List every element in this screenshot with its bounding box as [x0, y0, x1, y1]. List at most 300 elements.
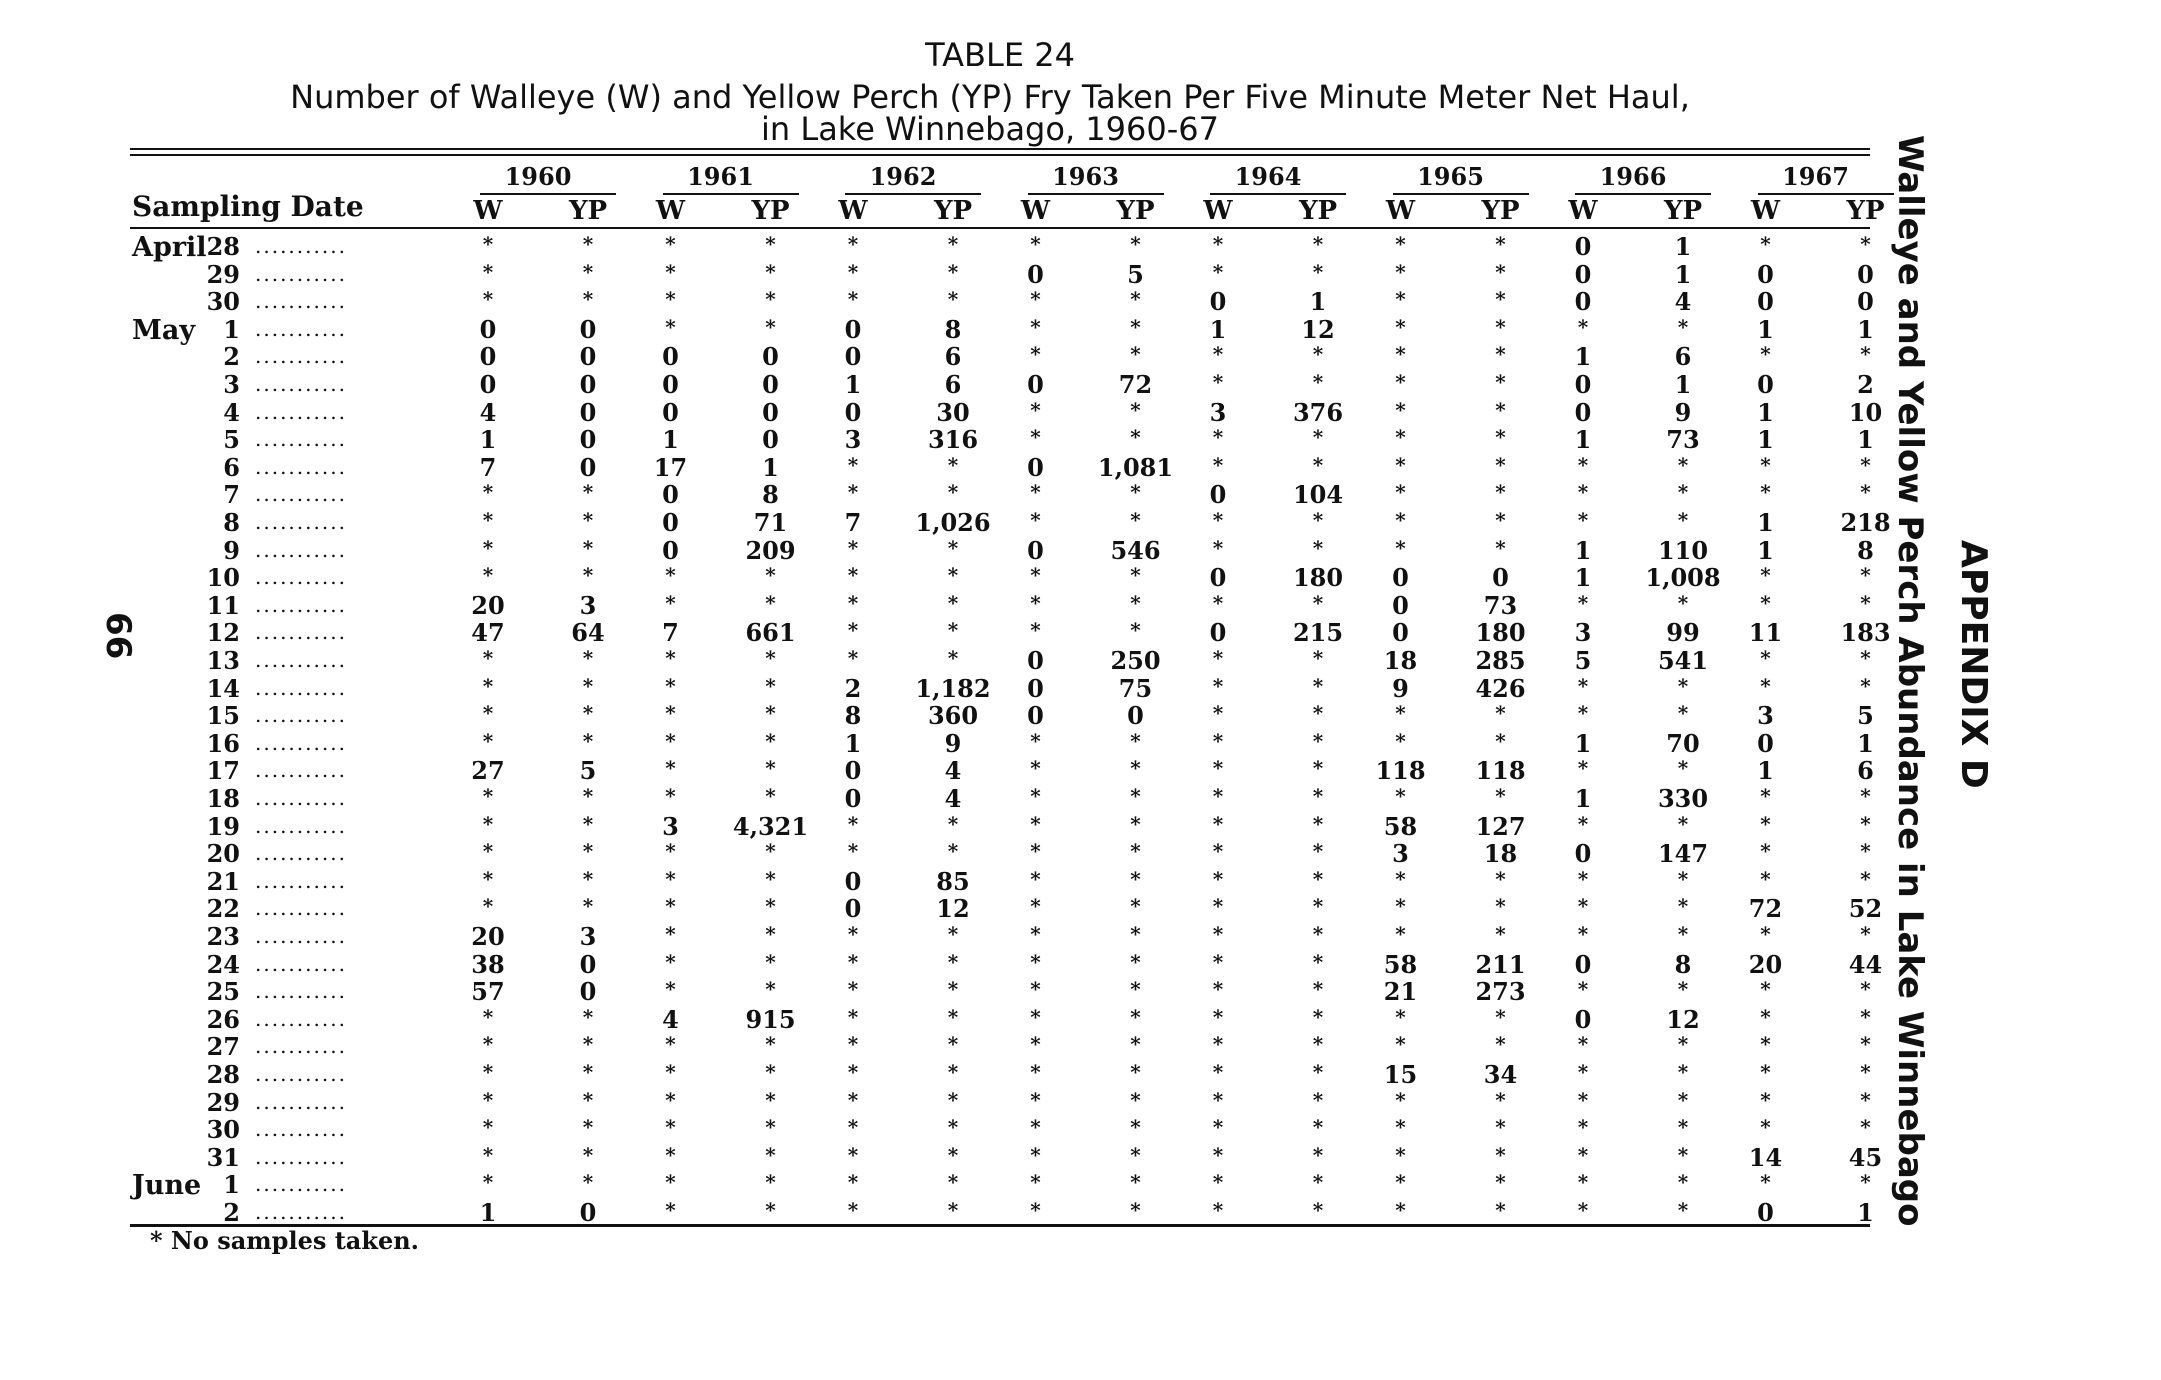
- table-cell: *: [1860, 922, 1871, 946]
- table-cell: *: [947, 1004, 959, 1029]
- date-label: 28: [206, 1060, 240, 1089]
- table-cell: *: [947, 535, 959, 560]
- table-cell: *: [1760, 563, 1771, 588]
- table-cell: *: [1677, 1170, 1689, 1195]
- table-cell: 64: [571, 618, 605, 648]
- table-cell: *: [1312, 811, 1324, 836]
- table-cell: 0: [1392, 563, 1409, 593]
- table-cell: *: [1130, 839, 1141, 864]
- table-cell: *: [582, 839, 594, 864]
- table-cell: 3: [1209, 397, 1227, 427]
- table-cell: 0: [1027, 535, 1044, 565]
- table-cell: *: [1495, 922, 1506, 946]
- table-cell: 72: [1118, 370, 1153, 399]
- table-cell: *: [582, 1004, 594, 1029]
- table-cell: *: [1577, 1198, 1589, 1222]
- table-cell: *: [1495, 1198, 1506, 1222]
- leader-dots: ...........: [255, 1089, 347, 1114]
- table-cell: 661: [745, 618, 796, 648]
- table-cell: *: [482, 1060, 494, 1084]
- table-cell: *: [1030, 1198, 1041, 1222]
- leader-dots: ...........: [255, 344, 347, 369]
- table-cell: *: [1130, 480, 1141, 505]
- table-cell: *: [847, 977, 859, 1002]
- table-cell: *: [1860, 866, 1871, 891]
- table-cell: 3: [844, 425, 862, 455]
- table-number: TABLE 24: [925, 36, 1075, 74]
- table-cell: *: [1130, 590, 1141, 615]
- table-cell: 8: [844, 701, 862, 731]
- column-header-1965-yp: YP: [1481, 196, 1520, 226]
- table-cell: *: [1312, 259, 1324, 284]
- table-cell: *: [1495, 397, 1506, 422]
- table-cell: *: [1495, 701, 1506, 726]
- table-cell: *: [765, 673, 776, 698]
- table-cell: *: [1130, 1115, 1141, 1140]
- table-cell: *: [947, 1142, 959, 1167]
- table-cell: *: [1130, 1004, 1141, 1029]
- table-cell: 183: [1840, 618, 1891, 648]
- table-cell: *: [1395, 535, 1406, 560]
- table-cell: *: [1030, 1087, 1041, 1112]
- date-label: 23: [206, 922, 240, 951]
- year-underline: [663, 193, 799, 195]
- table-cell: 38: [471, 949, 505, 979]
- table-cell: 0: [1757, 728, 1774, 758]
- table-cell: *: [765, 287, 776, 312]
- leader-dots: ...........: [255, 841, 347, 866]
- table-cell: *: [765, 1170, 776, 1195]
- table-cell: *: [1860, 977, 1871, 1002]
- table-cell: 4: [479, 397, 497, 427]
- table-cell: *: [1577, 1032, 1589, 1057]
- table-cell: *: [1212, 1032, 1224, 1057]
- table-cell: 0: [1757, 370, 1774, 399]
- table-cell: *: [1495, 866, 1506, 891]
- table-cell: *: [947, 452, 959, 477]
- table-cell: *: [665, 894, 676, 919]
- table-cell: 44: [1848, 949, 1883, 979]
- table-cell: *: [1212, 811, 1224, 836]
- leader-dots: ...........: [255, 565, 347, 590]
- table-cell: *: [1577, 1087, 1589, 1112]
- table-cell: *: [1312, 922, 1324, 946]
- table-cell: *: [765, 728, 776, 753]
- column-header-1961-yp: YP: [751, 196, 790, 226]
- table-cell: *: [1212, 646, 1224, 670]
- table-cell: 0: [1027, 646, 1044, 675]
- table-cell: *: [582, 1060, 594, 1084]
- table-cell: 6: [944, 342, 962, 372]
- table-cell: 127: [1475, 811, 1526, 841]
- table-cell: *: [1312, 1142, 1324, 1167]
- table-cell: *: [665, 866, 676, 891]
- table-cell: *: [1677, 811, 1689, 836]
- table-cell: 0: [579, 1198, 597, 1227]
- table-cell: 180: [1292, 563, 1344, 593]
- year-underline: [1575, 193, 1711, 195]
- date-label: 30: [206, 287, 240, 317]
- table-cell: *: [1212, 590, 1224, 615]
- table-cell: 360: [927, 701, 979, 731]
- table-cell: 27: [471, 756, 505, 786]
- table-cell: 7: [662, 618, 679, 648]
- date-label: 2: [223, 342, 240, 372]
- table-cell: *: [847, 1060, 859, 1084]
- leader-dots: ...........: [255, 316, 347, 341]
- table-cell: *: [1312, 1115, 1324, 1140]
- table-cell: *: [765, 977, 776, 1002]
- table-cell: 0: [1492, 563, 1509, 593]
- table-cell: *: [582, 1087, 594, 1112]
- table-cell: *: [1312, 839, 1324, 864]
- table-cell: 99: [1666, 618, 1700, 648]
- table-cell: *: [665, 563, 676, 588]
- table-cell: *: [1312, 784, 1324, 808]
- table-cell: 1: [1857, 314, 1874, 344]
- table-cell: *: [582, 508, 594, 532]
- table-cell: *: [1395, 232, 1406, 256]
- table-cell: *: [1312, 1032, 1324, 1057]
- table-cell: *: [1760, 673, 1771, 698]
- table-cell: *: [1495, 452, 1506, 477]
- table-cell: *: [947, 590, 959, 615]
- table-cell: *: [582, 1115, 594, 1140]
- table-cell: *: [1495, 425, 1506, 450]
- date-label: 24: [206, 949, 240, 979]
- table-cell: *: [1130, 563, 1141, 588]
- table-cell: 8: [1857, 535, 1874, 565]
- table-title-line-1: Number of Walleye (W) and Yellow Perch (YP) Fry Taken Per Five Minute Meter Net Haul,: [290, 78, 1690, 116]
- date-label: 1: [223, 314, 240, 344]
- table-cell: *: [1212, 1198, 1224, 1222]
- table-cell: *: [1312, 452, 1324, 477]
- table-cell: 7: [479, 452, 497, 482]
- table-cell: *: [1212, 1087, 1224, 1112]
- table-cell: *: [1130, 728, 1141, 753]
- table-cell: *: [1860, 563, 1871, 588]
- table-cell: *: [1860, 1170, 1871, 1195]
- table-cell: *: [1860, 342, 1871, 367]
- table-cell: *: [1212, 535, 1224, 560]
- table-cell: *: [765, 866, 776, 891]
- table-cell: *: [1130, 232, 1141, 256]
- table-cell: *: [1212, 1170, 1224, 1195]
- leader-dots: ...........: [255, 979, 347, 1004]
- month-label: June: [132, 1170, 202, 1202]
- table-cell: *: [765, 756, 776, 781]
- table-cell: *: [947, 259, 959, 284]
- table-cell: *: [1130, 287, 1141, 312]
- table-cell: 1: [479, 1198, 497, 1227]
- table-cell: *: [582, 535, 594, 560]
- table-cell: *: [1312, 646, 1324, 670]
- table-cell: *: [482, 673, 494, 698]
- table-cell: 1: [1757, 508, 1774, 537]
- table-cell: *: [1860, 1060, 1871, 1084]
- table-cell: *: [1212, 949, 1224, 974]
- table-cell: *: [1312, 1198, 1324, 1222]
- column-header-1960-w: W: [473, 196, 503, 226]
- table-cell: *: [947, 563, 959, 588]
- table-cell: *: [482, 287, 494, 312]
- table-cell: *: [765, 701, 776, 726]
- table-cell: 0: [1027, 452, 1044, 482]
- table-cell: 0: [1209, 287, 1227, 317]
- table-cell: *: [1212, 922, 1224, 946]
- table-cell: *: [847, 590, 859, 615]
- date-label: 21: [206, 866, 240, 896]
- table-cell: *: [1030, 1060, 1041, 1084]
- table-cell: *: [1577, 866, 1589, 891]
- table-cell: *: [1395, 1142, 1406, 1167]
- table-cell: *: [665, 1032, 676, 1057]
- table-cell: *: [1860, 1032, 1871, 1057]
- table-cell: *: [665, 784, 676, 808]
- table-cell: *: [847, 839, 859, 864]
- table-cell: *: [1860, 646, 1871, 670]
- table-cell: *: [482, 259, 494, 284]
- table-cell: *: [847, 259, 859, 284]
- table-cell: *: [665, 756, 676, 781]
- table-cell: *: [1760, 232, 1771, 256]
- table-cell: *: [847, 1198, 859, 1222]
- table-cell: *: [1395, 1198, 1406, 1222]
- leader-dots: ...........: [255, 1172, 347, 1197]
- appendix-label: APPENDIX D: [1953, 540, 1994, 789]
- table-cell: *: [582, 480, 594, 505]
- table-cell: *: [1312, 425, 1324, 450]
- table-cell: 0: [1209, 480, 1227, 510]
- table-cell: 0: [844, 314, 862, 344]
- table-cell: *: [847, 922, 859, 946]
- table-cell: *: [1677, 480, 1689, 505]
- table-cell: *: [765, 1087, 776, 1112]
- table-cell: 0: [662, 370, 679, 399]
- table-cell: *: [847, 811, 859, 836]
- table-cell: *: [1395, 866, 1406, 891]
- table-cell: *: [1677, 701, 1689, 726]
- year-header-1962: 1962: [869, 162, 937, 191]
- column-header-1967-w: W: [1750, 196, 1781, 226]
- table-cell: *: [482, 784, 494, 808]
- table-cell: *: [765, 1060, 776, 1084]
- table-cell: *: [1130, 425, 1141, 450]
- table-cell: 70: [1666, 728, 1700, 758]
- table-cell: *: [1495, 784, 1506, 808]
- table-cell: 104: [1292, 480, 1344, 510]
- table-cell: *: [665, 1115, 676, 1140]
- year-underline: [480, 193, 616, 195]
- table-cell: 0: [762, 425, 779, 455]
- table-cell: 11: [1748, 618, 1783, 648]
- table-cell: 10: [1848, 397, 1883, 427]
- table-cell: *: [847, 1115, 859, 1140]
- table-cell: 0: [1857, 287, 1874, 317]
- leader-dots: ...........: [255, 703, 347, 728]
- table-cell: 6: [1857, 756, 1874, 786]
- table-cell: 9: [944, 728, 962, 758]
- table-cell: *: [1130, 1060, 1141, 1084]
- table-cell: *: [1495, 259, 1506, 284]
- table-cell: 0: [1574, 259, 1592, 289]
- table-cell: *: [1577, 811, 1589, 836]
- leader-dots: ...........: [255, 537, 347, 562]
- table-cell: *: [1860, 232, 1871, 256]
- table-cell: *: [482, 508, 494, 532]
- table-cell: *: [1030, 977, 1041, 1002]
- table-cell: *: [1312, 949, 1324, 974]
- table-cell: *: [1312, 342, 1324, 367]
- table-cell: 0: [762, 370, 779, 399]
- table-cell: *: [582, 1032, 594, 1057]
- table-cell: *: [1395, 728, 1406, 753]
- table-cell: *: [665, 673, 676, 698]
- table-cell: *: [1130, 314, 1141, 339]
- table-cell: *: [1312, 866, 1324, 891]
- table-cell: *: [1312, 701, 1324, 726]
- table-cell: *: [1677, 1032, 1689, 1057]
- table-cell: *: [1130, 342, 1141, 367]
- table-cell: *: [665, 1142, 676, 1167]
- table-cell: *: [1395, 425, 1406, 450]
- table-cell: *: [847, 1142, 859, 1167]
- table-cell: *: [482, 1087, 494, 1112]
- table-cell: *: [482, 728, 494, 753]
- table-cell: *: [1212, 342, 1224, 367]
- column-header-1962-yp: YP: [933, 196, 973, 226]
- leader-dots: ...........: [255, 399, 347, 424]
- table-cell: 5: [1127, 259, 1144, 289]
- table-cell: *: [582, 287, 594, 312]
- table-cell: *: [1577, 1115, 1589, 1140]
- leader-dots: ...........: [255, 1144, 347, 1169]
- table-cell: *: [1577, 1170, 1589, 1195]
- table-cell: *: [665, 1060, 676, 1084]
- table-cell: *: [1130, 756, 1141, 781]
- table-cell: *: [1495, 1004, 1506, 1029]
- table-cell: 118: [1475, 756, 1526, 786]
- table-cell: *: [1312, 508, 1324, 532]
- leader-dots: ...........: [255, 924, 347, 948]
- leader-dots: ...........: [255, 372, 347, 396]
- table-cell: 0: [579, 977, 597, 1007]
- column-header-1962-w: W: [838, 196, 868, 226]
- date-label: 7: [223, 480, 240, 510]
- table-cell: 426: [1475, 673, 1526, 703]
- table-cell: 1: [1857, 1198, 1874, 1227]
- table-cell: *: [665, 1087, 676, 1112]
- table-cell: 3: [1757, 701, 1774, 731]
- table-cell: *: [1212, 784, 1224, 808]
- table-cell: *: [1577, 756, 1589, 781]
- table-cell: 1: [1757, 756, 1774, 786]
- leader-dots: ...........: [255, 620, 347, 645]
- table-cell: 0: [1127, 701, 1144, 731]
- table-cell: *: [665, 314, 676, 339]
- table-cell: *: [947, 1032, 959, 1057]
- table-cell: 5: [1574, 646, 1592, 675]
- table-cell: 3: [579, 922, 597, 951]
- leader-dots: ...........: [255, 482, 347, 507]
- table-cell: 0: [1574, 397, 1592, 427]
- table-cell: *: [1577, 508, 1589, 532]
- table-cell: 72: [1748, 894, 1783, 924]
- table-cell: 110: [1657, 535, 1709, 565]
- table-cell: *: [582, 1142, 594, 1167]
- table-cell: 0: [479, 314, 497, 344]
- table-cell: 0: [1574, 232, 1592, 261]
- table-cell: 0: [844, 756, 862, 786]
- table-cell: 1: [1574, 425, 1592, 455]
- table-cell: 15: [1383, 1060, 1418, 1089]
- table-cell: *: [947, 480, 959, 505]
- table-cell: 8: [1674, 949, 1692, 979]
- table-cell: *: [1395, 1115, 1406, 1140]
- table-cell: 20: [471, 590, 505, 620]
- table-cell: *: [1030, 839, 1041, 864]
- table-cell: 0: [1209, 618, 1227, 648]
- leader-dots: ...........: [255, 868, 347, 893]
- table-cell: *: [1760, 1004, 1771, 1029]
- table-cell: *: [1495, 728, 1506, 753]
- table-cell: *: [947, 618, 959, 643]
- table-cell: *: [947, 922, 959, 946]
- table-cell: *: [1130, 922, 1141, 946]
- date-label: 25: [206, 977, 240, 1007]
- leader-dots: ...........: [255, 896, 347, 921]
- table-cell: *: [1030, 480, 1041, 505]
- table-cell: *: [1030, 894, 1041, 919]
- table-cell: 0: [579, 314, 597, 344]
- date-label: 19: [206, 811, 240, 841]
- table-cell: *: [1212, 894, 1224, 919]
- table-cell: *: [1030, 508, 1041, 532]
- leader-dots: ...........: [255, 1006, 347, 1031]
- table-cell: *: [665, 1198, 676, 1222]
- table-cell: 12: [936, 894, 970, 924]
- leader-dots: ...........: [255, 592, 347, 617]
- table-cell: *: [1760, 1170, 1771, 1195]
- footnote: * No samples taken.: [150, 1226, 420, 1255]
- leader-dots: ...........: [255, 648, 347, 672]
- table-cell: 218: [1840, 508, 1891, 537]
- table-cell: 4,321: [732, 811, 809, 841]
- table-cell: *: [1860, 1087, 1871, 1112]
- table-cell: *: [582, 563, 594, 588]
- leader-dots: ...........: [255, 289, 347, 314]
- table-cell: *: [765, 894, 776, 919]
- table-cell: *: [1030, 922, 1041, 946]
- table-cell: 1,081: [1097, 452, 1174, 482]
- table-cell: *: [1212, 425, 1224, 450]
- table-cell: *: [1130, 894, 1141, 919]
- table-cell: *: [1577, 480, 1589, 505]
- table-cell: 5: [579, 756, 597, 786]
- table-cell: *: [582, 259, 594, 284]
- year-underline: [1758, 193, 1894, 195]
- table-cell: *: [1130, 1198, 1141, 1222]
- table-cell: 0: [1757, 287, 1774, 317]
- table-cell: *: [665, 590, 676, 615]
- table-cell: 1: [1574, 342, 1592, 372]
- table-cell: *: [847, 618, 859, 643]
- date-label: 17: [206, 756, 240, 786]
- year-underline: [845, 193, 981, 195]
- table-cell: *: [1030, 287, 1041, 312]
- table-cell: 0: [1027, 370, 1044, 399]
- table-cell: *: [1577, 922, 1589, 946]
